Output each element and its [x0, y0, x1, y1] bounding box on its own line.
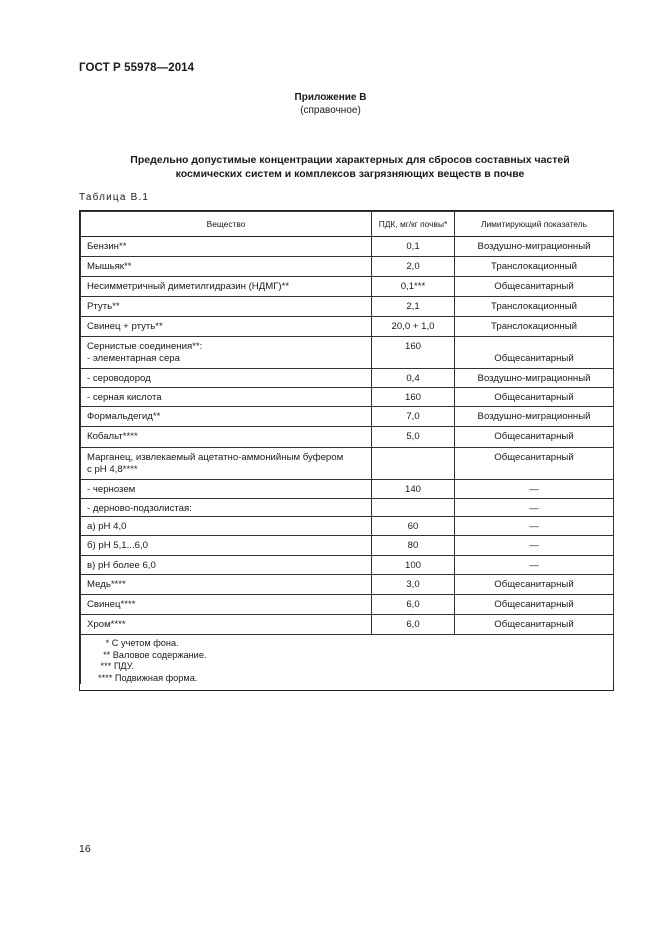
cell-limiting-line-2: Общесанитарный: [494, 353, 574, 364]
cell-substance-line-2: - элементарная сера: [87, 353, 180, 364]
table-container: [79, 210, 614, 691]
cell-substance: Свинец + ртуть**: [81, 317, 372, 337]
cell-substance-line-1: Марганец, извлекаемый ацетатно-аммонийным буфером: [87, 452, 344, 463]
table-row: [81, 277, 614, 297]
cell-substance: - дерново-подзолистая:: [81, 499, 372, 517]
cell-limiting: Воздушно-миграционный: [455, 369, 614, 388]
table-row: [81, 427, 614, 448]
cell-substance: Свинец****: [81, 595, 372, 615]
cell-mpc: 0,1: [372, 237, 455, 257]
cell-mpc: 160: [372, 337, 455, 369]
cell-substance: [81, 448, 372, 480]
cell-substance: [81, 337, 372, 369]
cell-mpc: 20,0 + 1,0: [372, 317, 455, 337]
table-row: [81, 556, 614, 575]
header-substance: Вещество: [81, 212, 372, 237]
cell-limiting: [455, 337, 614, 369]
cell-mpc: 0,1***: [372, 277, 455, 297]
header-mpc: ПДК, мг/кг почвы*: [372, 212, 455, 237]
table-row: [81, 388, 614, 407]
cell-limiting: Транслокационный: [455, 297, 614, 317]
table-row: [81, 237, 614, 257]
cell-limiting: Транслокационный: [455, 257, 614, 277]
cell-mpc: 140: [372, 480, 455, 499]
table-row: [81, 615, 614, 635]
cell-mpc: 6,0: [372, 595, 455, 615]
table-row: [81, 297, 614, 317]
table-row: [81, 575, 614, 595]
cell-substance: Мышьяк**: [81, 257, 372, 277]
page-number: 16: [79, 843, 91, 855]
table-row: [81, 257, 614, 277]
document-title-line-2: космических систем и комплексов загрязняющих веществ в почве: [175, 168, 525, 180]
cell-mpc: 7,0: [372, 407, 455, 427]
cell-limiting: —: [455, 556, 614, 575]
cell-mpc: 160: [372, 388, 455, 407]
cell-limiting: —: [455, 536, 614, 556]
cell-limiting: Общесанитарный: [455, 575, 614, 595]
cell-substance-line-1: Сернистые соединения**:: [87, 341, 203, 352]
table-row: [81, 595, 614, 615]
cell-substance: Хром****: [81, 615, 372, 635]
cell-substance: - сероводород: [81, 369, 372, 388]
note-line: ** Валовое содержание.: [98, 649, 207, 660]
cell-substance: - чернозем: [81, 480, 372, 499]
table-notes-row: [81, 635, 614, 685]
table-row: [81, 480, 614, 499]
standard-code: ГОСТ Р 55978—2014: [79, 62, 195, 74]
table-row: [81, 337, 614, 369]
table-row: [81, 499, 614, 517]
table-notes: [81, 635, 614, 685]
cell-substance: Бензин**: [81, 237, 372, 257]
cell-mpc: [372, 499, 455, 517]
cell-mpc: 3,0: [372, 575, 455, 595]
cell-mpc: 2,0: [372, 257, 455, 277]
cell-mpc: 0,4: [372, 369, 455, 388]
cell-limiting: Общесанитарный: [455, 448, 614, 480]
cell-limiting: —: [455, 480, 614, 499]
table-row: [81, 317, 614, 337]
note-line: * С учетом фона.: [98, 638, 179, 648]
table-row: [81, 517, 614, 536]
cell-substance: Формальдегид**: [81, 407, 372, 427]
table-row: [81, 369, 614, 388]
cell-mpc: 2,1: [372, 297, 455, 317]
cell-limiting: Транслокационный: [455, 317, 614, 337]
table-row: [81, 407, 614, 427]
cell-limiting: Общесанитарный: [455, 388, 614, 407]
mpc-table: [80, 211, 614, 684]
cell-substance: Несимметричный диметилгидразин (НДМГ)**: [81, 277, 372, 297]
document-title-line-1: Предельно допустимые концентрации характерных для сбросов составных частей: [130, 154, 570, 166]
cell-limiting: —: [455, 517, 614, 536]
cell-limiting: Общесанитарный: [455, 595, 614, 615]
cell-substance: а) pH 4,0: [81, 517, 372, 536]
cell-substance: Кобальт****: [81, 427, 372, 448]
appendix-title: Приложение В: [294, 92, 367, 103]
note-line: *** ПДУ.: [98, 661, 134, 671]
cell-substance-line-2: с pH 4,8****: [87, 464, 138, 475]
cell-limiting-line-1: [457, 341, 611, 353]
cell-limiting: Общесанитарный: [455, 427, 614, 448]
note-line: **** Подвижная форма.: [98, 672, 198, 683]
cell-limiting: Воздушно-миграционный: [455, 407, 614, 427]
cell-substance: - серная кислота: [81, 388, 372, 407]
cell-limiting: Общесанитарный: [455, 277, 614, 297]
cell-mpc: 60: [372, 517, 455, 536]
cell-substance: Ртуть**: [81, 297, 372, 317]
cell-substance: Медь****: [81, 575, 372, 595]
cell-substance: б) pH 5,1...6,0: [81, 536, 372, 556]
cell-limiting: Воздушно-миграционный: [455, 237, 614, 257]
cell-mpc: 5,0: [372, 427, 455, 448]
cell-limiting: Общесанитарный: [455, 615, 614, 635]
cell-mpc: [372, 448, 455, 480]
cell-mpc: 6,0: [372, 615, 455, 635]
header-limiting: Лимитирующий показатель: [455, 212, 614, 237]
document-title: [90, 153, 610, 181]
cell-mpc: 80: [372, 536, 455, 556]
table-caption: Таблица В.1: [79, 192, 150, 203]
cell-substance: в) pH более 6,0: [81, 556, 372, 575]
appendix-subtitle: (справочное): [300, 105, 361, 116]
table-row: [81, 536, 614, 556]
cell-limiting: —: [455, 499, 614, 517]
appendix-heading: [0, 91, 661, 117]
cell-mpc: 100: [372, 556, 455, 575]
table-header-row: [81, 212, 614, 237]
table-row: [81, 448, 614, 480]
